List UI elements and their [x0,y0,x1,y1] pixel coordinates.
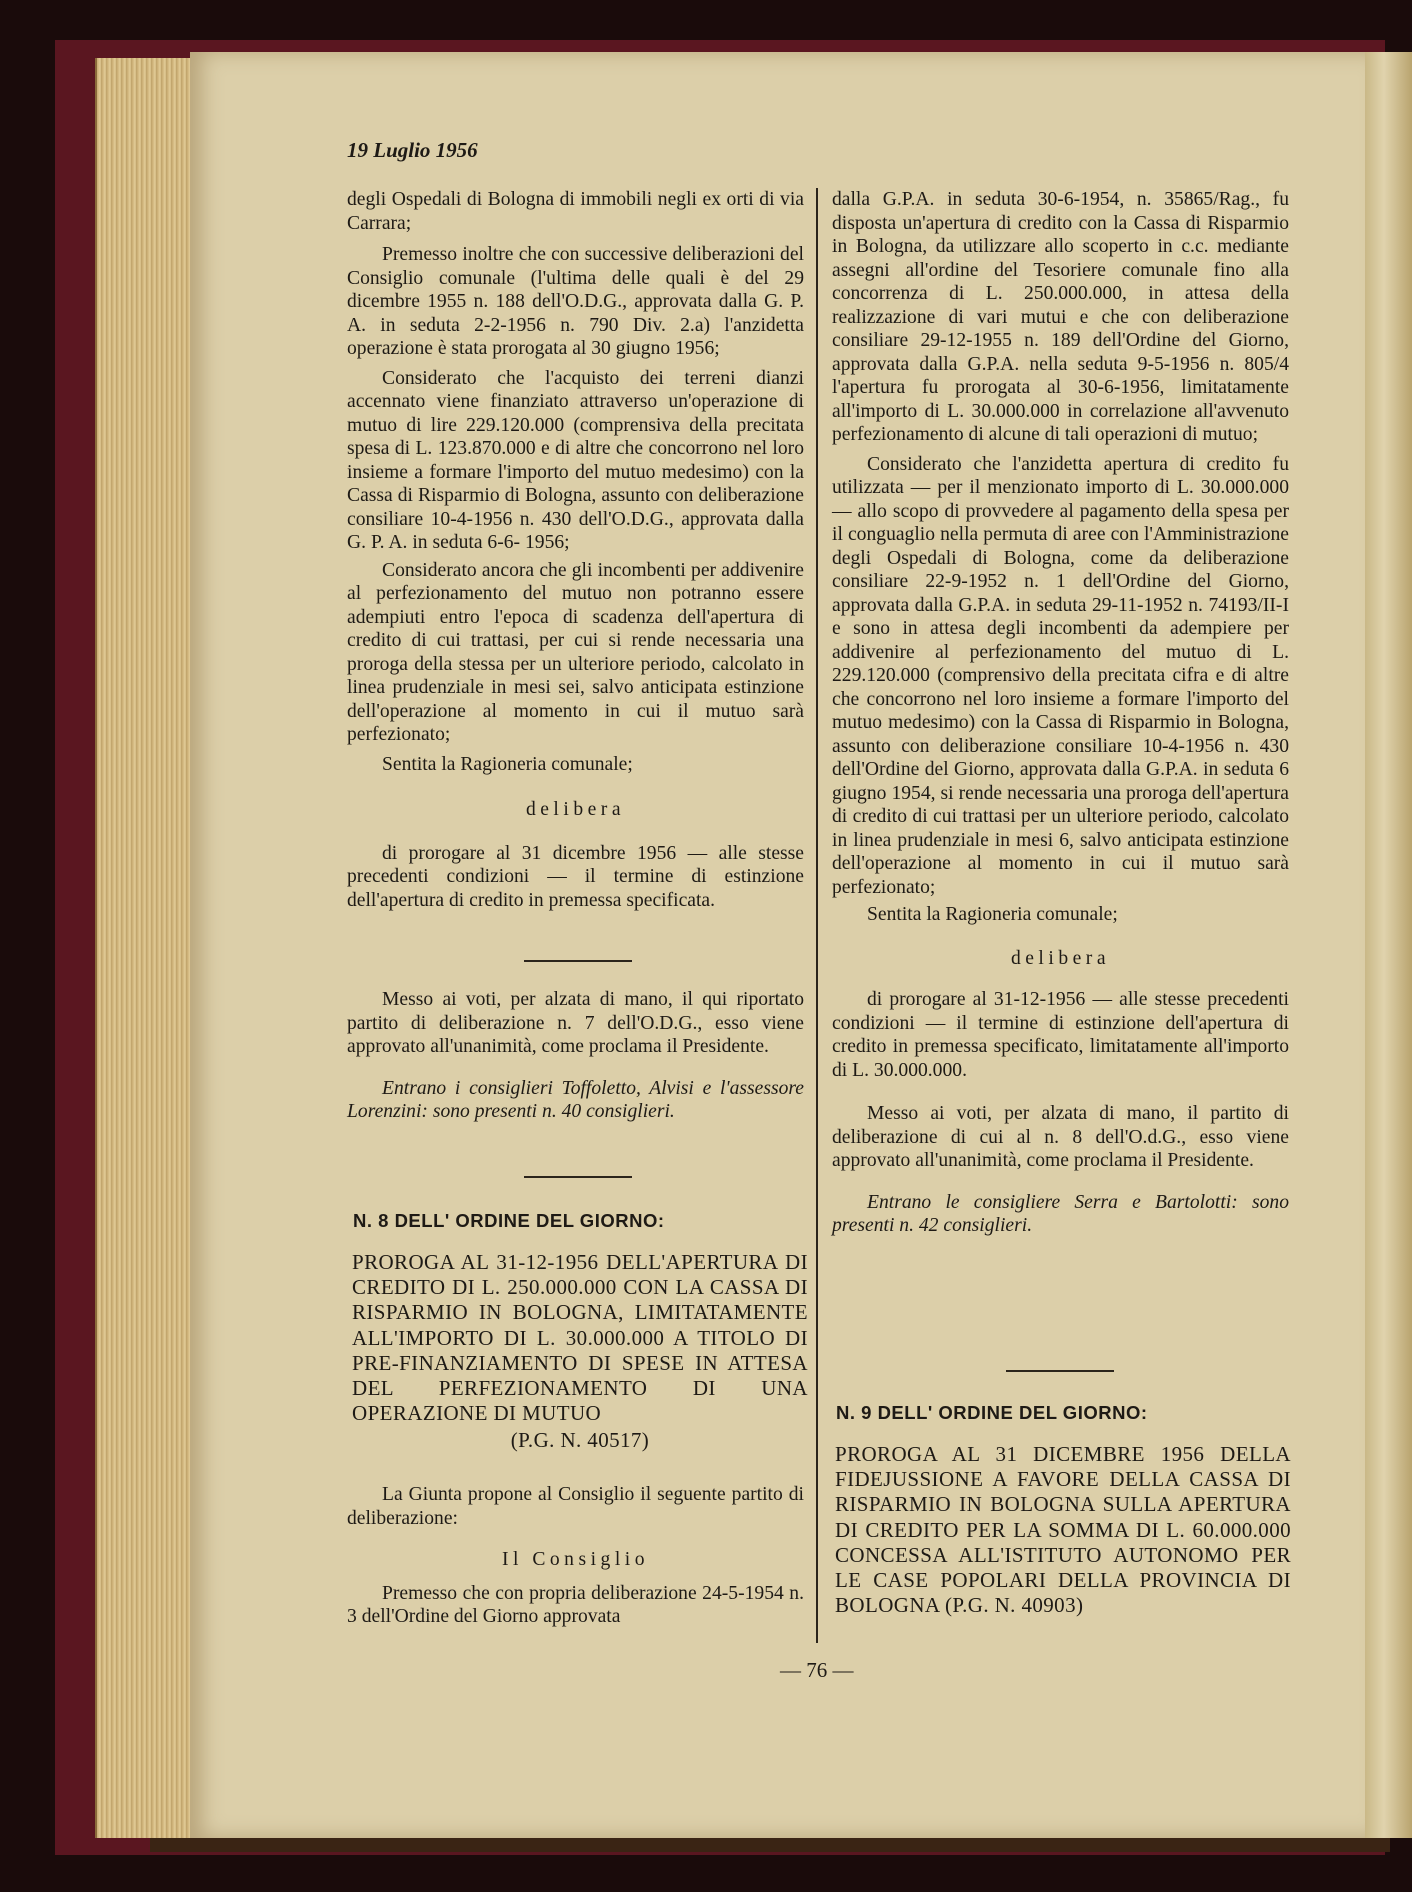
section-title-n9: PROROGA AL 31 DICEMBRE 1956 DELLA FIDEJUSSIONE A FAVORE DELLA CASSA DI RISPARMIO IN BOLOGNA SULLA APERTURA DI CREDITO PER LA SOMMA DI L. 60.000.000 CONCESSA ALL'ISTITUTO AUTONOMO PER LE CASE POPOLARI DELLA PROVINCIA DI BOLOGNA (P.G. N. 40903) [835,1442,1291,1618]
column-divider [816,188,818,1643]
left-column-text [347,188,804,913]
paragraph: Messo ai voti, per alzata di mano, il partito di deliberazione di cui al n. 8 dell'O.d.G., esso viene approvato all'unanimità, come proclama il Presidente. [832,1103,1289,1171]
separator-rule [524,960,632,962]
section-heading-n9: N. 9 DELL' ORDINE DEL GIORNO: [836,1402,1148,1423]
page-number: — 76 — [780,1658,854,1682]
attendance-note: Entrano i consiglieri Toffoletto, Alvisi e l'assessore Lorenzini: sono presenti n. 40 consiglieri. [347,1077,804,1122]
paragraph: Sentita la Ragioneria comunale; [382,753,633,775]
paragraph: Sentita la Ragioneria comunale; [867,904,1118,925]
delibera-heading: delibera [525,799,626,820]
right-column-text [832,188,1289,1239]
facing-page-edge [1365,52,1412,1838]
paragraph: Considerato ancora che gli incombenti per addivenire al perfezionamento del mutuo non potranno essere adempiuti entro l'epoca di scadenza dell'apertura di credito di cui trattasi, per cui si rende necessaria una proroga della stessa per un ulteriore periodo, calcolato in linea prudenziale in mesi sei, salvo anticipata estinzione dell'operazione al momento in cui il mutuo sarà perfezionato; [347,559,804,745]
page-stack-edges [95,58,197,1838]
book-bottom-edge [150,1838,1390,1852]
paragraph: Considerato che l'acquisto dei terreni dianzi accennato viene finanziato attraverso un'operazione di mutuo di lire 229.120.000 (comprensiva della precitata spesa di L. 123.870.000 e di altre che concorrono nel loro insieme a formare l'importo del mutuo medesimo) con la Cassa di Risparmio di Bologna, assunto con deliberazione consiliare 10-4-1956 n. 430 dell'O.D.G., approvata dalla G. P. A. in seduta 6-6- 1956; [347,367,804,553]
paragraph: Premesso inoltre che con successive deliberazioni del Consiglio comunale (l'ultima delle quali è del 29 dicembre 1955 n. 188 dell'O.D.G., approvata dalla G. P. A. in seduta 2-2-1956 n. 790 Div. 2.a) l'anzidetta operazione è stata prorogata al 30 giugno 1956; [347,244,804,359]
paragraph: degli Ospedali di Bologna di immobili negli ex orti di via Carrara; [347,189,804,234]
paragraph: dalla G.P.A. in seduta 30-6-1954, n. 35865/Rag., fu disposta un'apertura di credito con la Cassa di Risparmio in Bologna, da utilizzare allo scoperto in c.c. mediante assegni all'ordine del Tesoriere comunale fino alla concorrenza di L. 250.000.000, in attesa della realizzazione di vari mutui e che con deliberazione consiliare 29-12-1955 n. 189 dell'Ordine del Giorno, approvata dalla G.P.A. nella seduta 9-5-1956 n. 805/4 l'apertura fu prorogata al 30-6-1956, limitatamente all'importo di L. 30.000.000 in correlazione all'avvenuto perfezionamento di alcune di tali operazioni di mutuo; [832,189,1289,445]
section-heading-n8: N. 8 DELL' ORDINE DEL GIORNO: [353,1210,665,1231]
paragraph: di prorogare al 31-12-1956 — alle stesse precedenti condizioni — il termine di estinzione dell'apertura di credito in premessa specificato, limitatamente all'importo di L. 30.000.000. [832,989,1289,1081]
separator-rule [1006,1370,1114,1372]
consiglio-heading: Il Consiglio [501,1549,650,1570]
delibera-heading: delibera [1010,947,1111,969]
paragraph: Considerato che l'anzidetta apertura di credito fu utilizzata — per il menzionato importo di L. 30.000.000 — allo scopo di provvedere al pagamento della spesa per il conguaglio nella permuta di aree con l'Amministrazione degli Ospedali di Bologna, come da deliberazione consiliare 22-9-1952 n. 1 dell'Ordine del Giorno, approvata dalla G.P.A. in seduta 29-11-1952 n. 74193/II-I e sono in attesa degli incombenti da adempiere per addivenire al perfezionamento del mutuo di L. 229.120.000 (comprensivo della precitata cifra e di altre che concorrono nel loro insieme a formare l'importo del mutuo medesimo) con la Cassa di Risparmio in Bologna, assunto con deliberazione consiliare 10-4-1956 n. 430 dell'Ordine del Giorno, approvata dalla G.P.A. in seduta 6 giugno 1954, si rende necessaria una proroga dell'apertura di credito di cui trattasi per un ulteriore periodo, calcolato in linea prudenziale in mesi 6, salvo anticipata estinzione dell'operazione al momento in cui il mutuo sarà perfezionato; [832,453,1289,898]
left-column-vote [347,988,804,1125]
left-column-proposal [347,1483,804,1630]
attendance-note: Entrano le consigliere Serra e Bartolotti: sono presenti n. 42 consiglieri. [832,1191,1289,1236]
section-title-n8 [352,1250,808,1454]
paragraph: La Giunta propone al Consiglio il seguente partito di deliberazione: [347,1484,804,1529]
paragraph: di prorogare al 31 dicembre 1956 — alle stesse precedenti condizioni — il termine di estinzione dell'apertura di credito in premessa specificata. [347,842,804,911]
paragraph: Premesso che con propria deliberazione 24-5-1954 n. 3 dell'Ordine del Giorno approvata [347,1582,804,1627]
running-header-date: 19 Luglio 1956 [347,138,478,162]
section-reference: (P.G. N. 40517) [510,1428,650,1453]
section-title-text: PROROGA AL 31-12-1956 DELL'APERTURA DI CREDITO DI L. 250.000.000 CON LA CASSA DI RISPARMIO IN BOLOGNA, LIMITATAMENTE ALL'IMPORTO DI L. 30.000.000 A TITOLO DI PRE-FINANZIAMENTO DI SPESE IN ATTESA DEL PERFEZIONAMENTO DI UNA OPERAZIONE DI MUTUO [352,1250,808,1426]
separator-rule [524,1176,632,1178]
paragraph: Messo ai voti, per alzata di mano, il qui riportato partito di deliberazione n. 7 dell'O.D.G., esso viene approvato all'unanimità, come proclama il Presidente. [347,989,804,1057]
